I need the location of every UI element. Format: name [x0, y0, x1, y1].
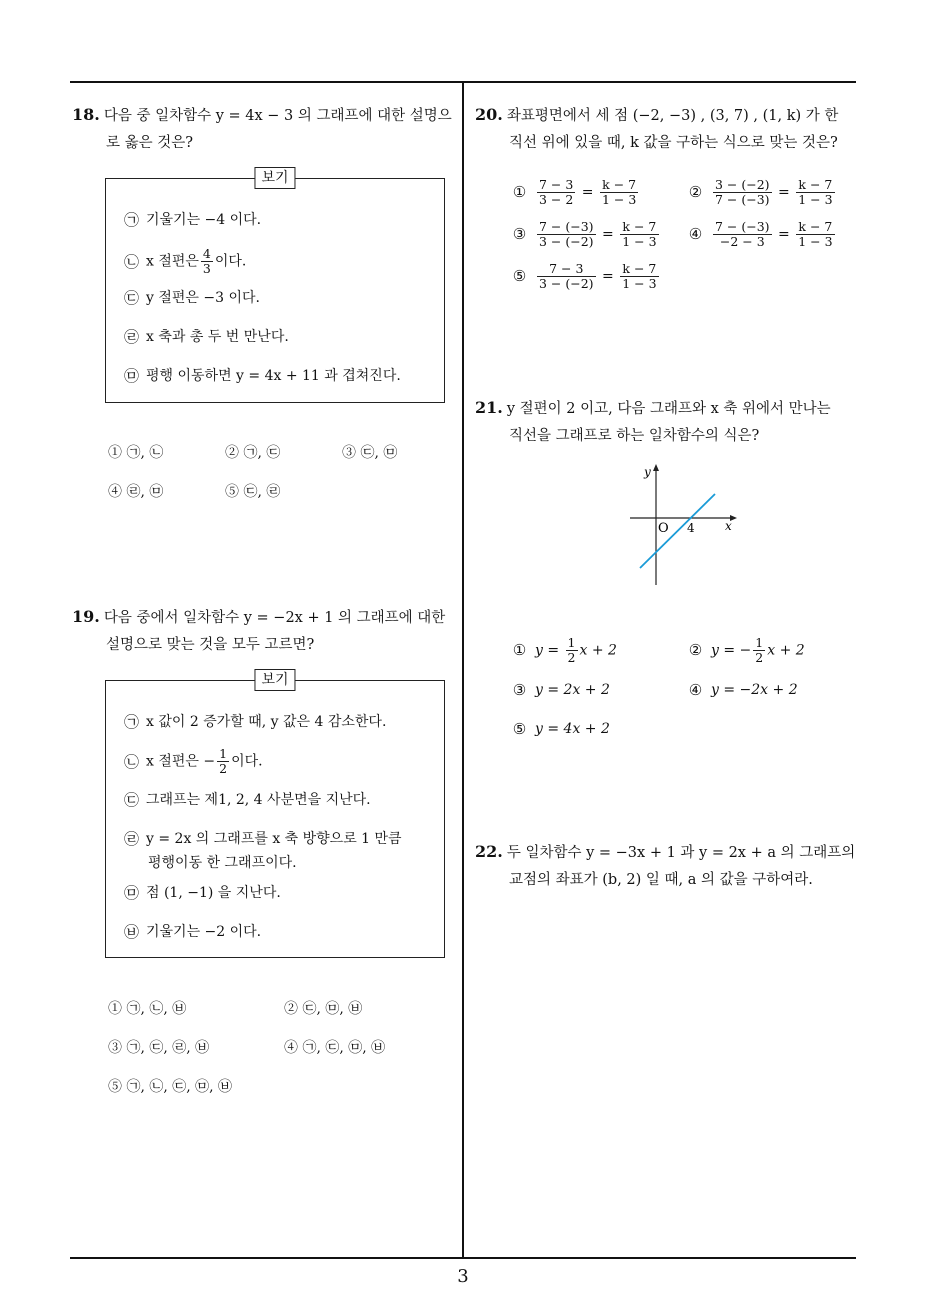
x-axis-label: x	[725, 519, 732, 533]
bogi-box-18	[105, 170, 445, 403]
bogi-title: 보기	[254, 669, 295, 691]
question-number: 20.	[475, 105, 503, 124]
question-text-line2: 직선을 그래프로 하는 일차함수의 식은?	[509, 428, 760, 444]
choice-3[interactable]: ③ ㉠, ㉢, ㉣, ㉥	[108, 1040, 210, 1056]
question-19	[72, 603, 457, 659]
question-text: 다음 중 일차함수 y = 4x − 3 의 그래프에 대한 설명으	[103, 108, 452, 124]
choice-2[interactable]: ② ㉢, ㉤, ㉥	[284, 1001, 363, 1017]
question-number: 22.	[475, 842, 503, 861]
question-text: 두 일차함수 y = −3x + 1 과 y = 2x + a 의 그래프의	[506, 845, 856, 861]
bogi-item: ㉡ x 절편은 $\frac{4}{3}$ 이다.	[124, 246, 247, 276]
choice-3[interactable]: ③ $\frac{7 - (-3)}{3 - (-2)}$ = $\frac{k - 7}{1 - 3}$	[512, 219, 657, 249]
choice-4[interactable]: ④ $\frac{7 - (-3)}{-2 - 3}$ = $\frac{k - 7}{1 - 3}$	[688, 219, 833, 249]
item-mark: ㉠	[124, 211, 140, 229]
question-20	[475, 101, 865, 157]
fraction: $\frac{4}{3}$	[202, 246, 211, 276]
question-22	[475, 838, 865, 894]
page-number: 3	[457, 1266, 469, 1287]
bogi-item: ㉠ x 값이 2 증가할 때, y 값은 4 감소한다.	[124, 713, 387, 731]
y-axis-label: y	[644, 465, 651, 479]
y-axis-arrow	[653, 464, 659, 471]
question-text-line2: 직선 위에 있을 때, k 값을 구하는 식으로 맞는 것은?	[509, 135, 838, 151]
bogi-item: ㉥ 기울기는 −2 이다.	[124, 923, 262, 941]
choice-5[interactable]: ⑤ $\frac{7 - 3}{3 - (-2)}$ = $\frac{k - 7}{1 - 3}$	[512, 261, 657, 291]
choice-2[interactable]: ② ㉠, ㉢	[225, 445, 281, 461]
question-text-line2: 설명으로 맞는 것을 모두 고르면?	[106, 637, 315, 653]
origin-label: O	[658, 521, 669, 536]
question-text: y 절편이 2 이고, 다음 그래프와 x 축 위에서 만나는	[506, 401, 831, 417]
bogi-item: ㉤ 점 (1, −1) 을 지난다.	[124, 884, 281, 902]
question-number: 18.	[72, 105, 100, 124]
fraction: $\frac{1}{2}$	[219, 746, 228, 776]
choice-1[interactable]: ① ㉠, ㉡	[108, 445, 164, 461]
question-21	[475, 394, 865, 450]
choice-2[interactable]: ② y = − $\frac{1}{2}$ x + 2	[688, 635, 805, 665]
bogi-title: 보기	[254, 167, 295, 189]
question-18	[72, 101, 457, 157]
graph-line	[640, 494, 715, 568]
question-text-line2: 로 옳은 것은?	[106, 135, 194, 151]
x-tick-label: 4	[687, 521, 695, 535]
choice-1[interactable]: ① y = $\frac{1}{2}$ x + 2	[512, 635, 617, 665]
choice-1[interactable]: ① $\frac{7 - 3}{3 - 2}$ = $\frac{k - 7}{1 - 3}$	[512, 177, 637, 207]
choice-4[interactable]: ④ ㉠, ㉢, ㉤, ㉥	[284, 1040, 386, 1056]
choice-5[interactable]: ⑤ ㉢, ㉣	[225, 484, 281, 500]
bogi-box-19	[105, 672, 445, 958]
choice-3[interactable]: ③ y = 2x + 2	[512, 680, 610, 699]
bogi-item: ㉤ 평행 이동하면 y = 4x + 11 과 겹쳐진다.	[124, 367, 401, 385]
question-text: 다음 중에서 일차함수 y = −2x + 1 의 그래프에 대한	[103, 610, 446, 626]
column-divider	[462, 81, 464, 1258]
choice-1[interactable]: ① ㉠, ㉡, ㉥	[108, 1001, 187, 1017]
bogi-item: ㉡ x 절편은 − $\frac{1}{2}$ 이다.	[124, 746, 263, 776]
bogi-item: 평행이동 한 그래프이다.	[148, 855, 297, 871]
bogi-item: ㉢ 그래프는 제1, 2, 4 사분면을 지난다.	[124, 791, 371, 809]
bogi-item: ㉣ y = 2x 의 그래프를 x 축 방향으로 1 만큼	[124, 830, 402, 848]
bogi-item: ㉢ y 절편은 −3 이다.	[124, 289, 260, 307]
choice-5[interactable]: ⑤ y = 4x + 2	[512, 719, 610, 738]
choice-3[interactable]: ③ ㉢, ㉤	[342, 445, 398, 461]
graph	[620, 460, 750, 590]
question-number: 19.	[72, 607, 100, 626]
choice-5[interactable]: ⑤ ㉠, ㉡, ㉢, ㉤, ㉥	[108, 1079, 233, 1095]
bogi-item: ㉣ x 축과 총 두 번 만난다.	[124, 328, 289, 346]
choice-2[interactable]: ② $\frac{3 - (-2)}{7 - (-3)}$ = $\frac{k - 7}{1 - 3}$	[688, 177, 833, 207]
question-number: 21.	[475, 398, 503, 417]
choice-4[interactable]: ④ y = −2x + 2	[688, 680, 798, 699]
question-text: 좌표평면에서 세 점 (−2, −3) , (3, 7) , (1, k) 가 한	[506, 108, 839, 124]
question-text-line2: 교점의 좌표가 (b, 2) 일 때, a 의 값을 구하여라.	[509, 872, 813, 888]
bogi-item: ㉠ 기울기는 −4 이다.	[124, 211, 262, 229]
choice-4[interactable]: ④ ㉣, ㉤	[108, 484, 164, 500]
